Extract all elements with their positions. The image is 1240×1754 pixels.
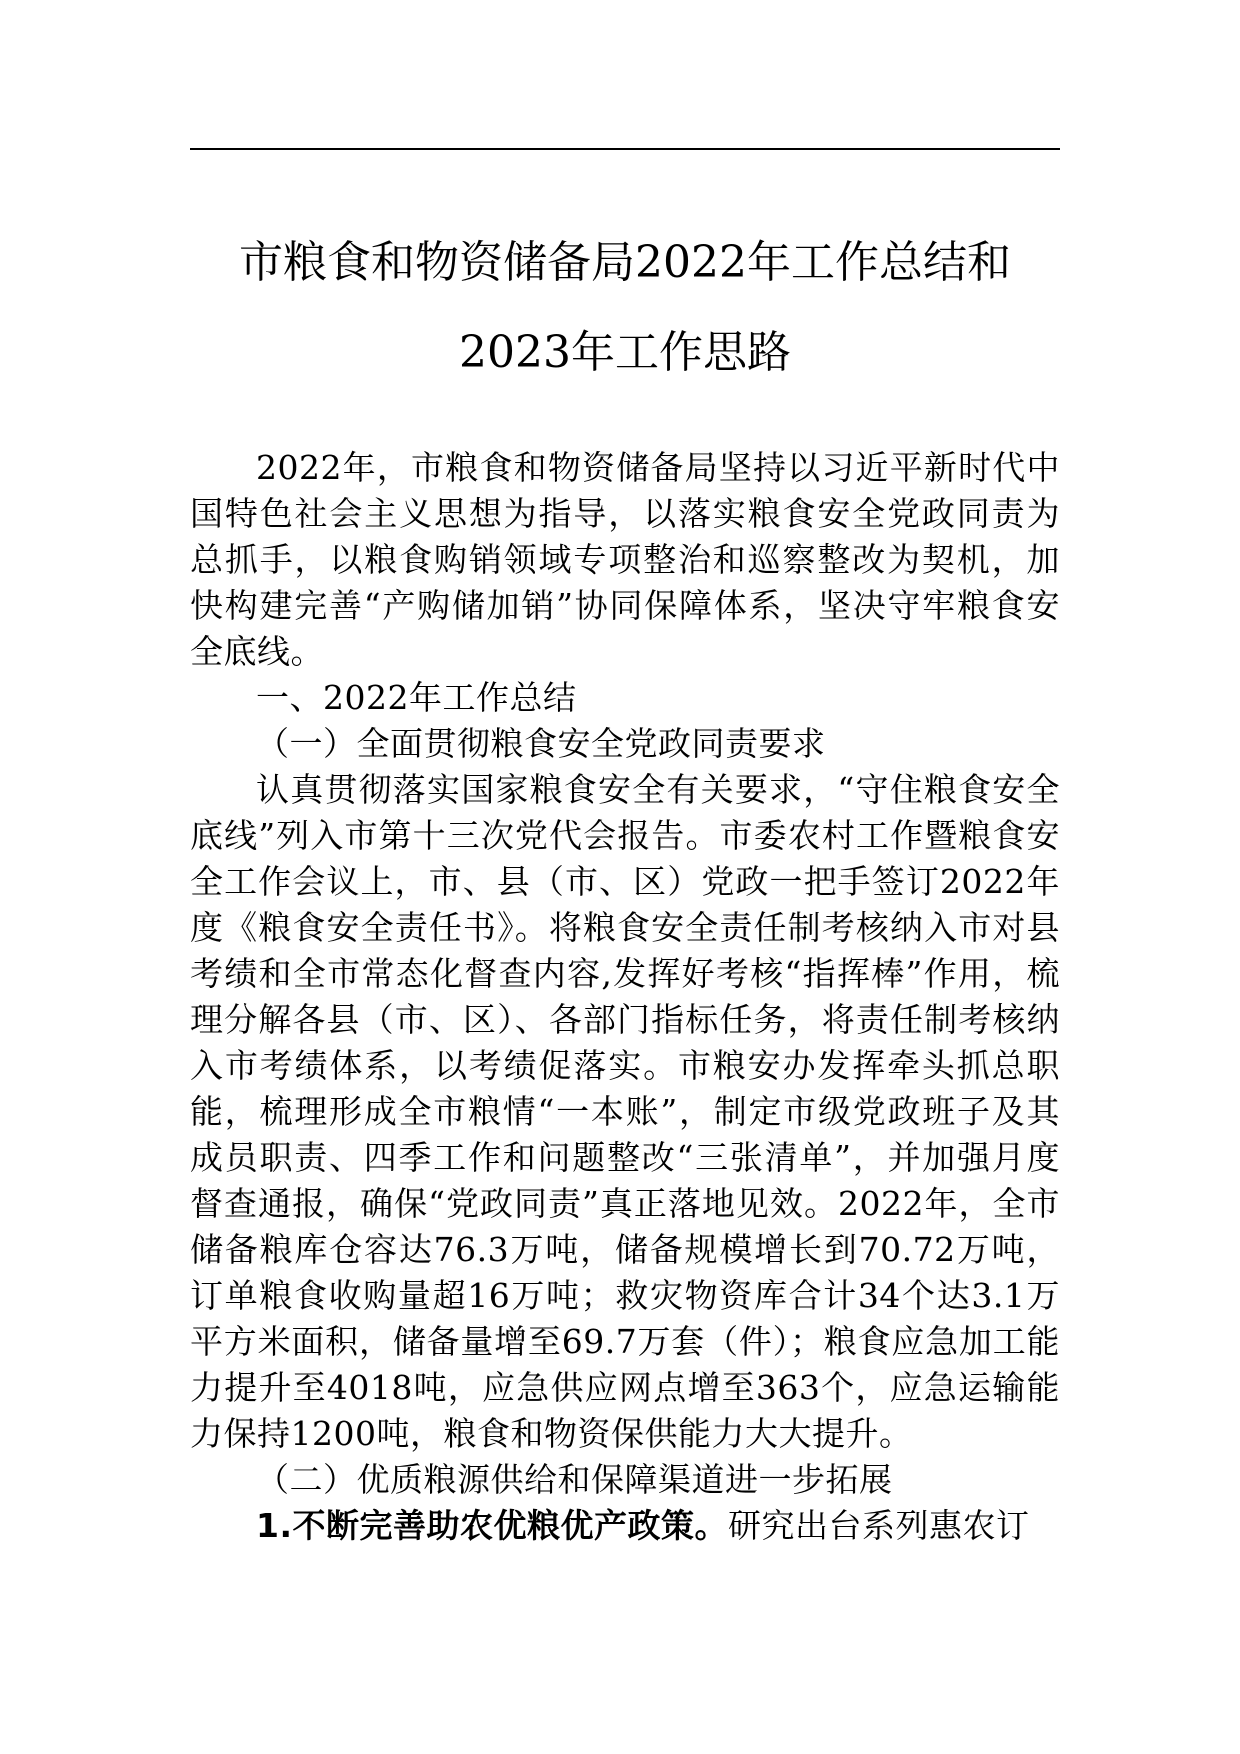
item-1-text: 研究出台系列惠农订 [728, 1506, 1030, 1545]
subsection-heading-1: （一）全面贯彻粮食安全党政同责要求 [256, 724, 826, 763]
document-title-line-1: 市粮食和物资储备局2022年工作总结和 [239, 237, 1011, 288]
subsection-1-paragraph: 认真贯彻落实国家粮食安全有关要求，“守住粮食安全底线”列入市第十三次党代会报告。市委农村工作暨粮食安全工作会议上，市、县（市、区）党政一把手签订2022年度《粮食安全责任书》。将粮食安全责任制考核纳入市对县考绩和全市常态化督查内容,发挥好考核“指挥棒”作用，梳理分解各县（市、区）、各部门指标任务，将责任制考核纳入市考绩体系，以考绩促落实。市粮安办发挥牵头抓总职能，梳理形成全市粮情“一本账”，制定市级党政班子及其成员职责、四季工作和问题整改“三张清单”，并加强月度督查通报，确保“党政同责”真正落地见效。2022年，全市储备粮库仓容达76.3万吨，储备规模增长到70.72万吨，订单粮食收购量超16万吨；救灾物资库合计34个达3.1万平方米面积，储备量增至69.7万套（件）；粮食应急加工能力提升至4018吨，应急供应网点增至363个，应急运输能力保持1200吨，粮食和物资保供能力大大提升。 [190, 770, 1060, 1453]
header-rule [190, 148, 1060, 150]
item-1-lead: 1.不断完善助农优粮优产政策。 [256, 1506, 728, 1545]
document-body [190, 445, 1060, 1549]
subsection-heading-2: （二）优质粮源供给和保障渠道进一步拓展 [256, 1460, 893, 1499]
document-title-line-2: 2023年工作思路 [459, 327, 791, 378]
item-1-paragraph [190, 1503, 1060, 1549]
intro-paragraph: 2022年，市粮食和物资储备局坚持以习近平新时代中国特色社会主义思想为指导，以落实粮食安全党政同责为总抓手，以粮食购销领域专项整治和巡察整改为契机，加快构建完善“产购储加销”协同保障体系，坚决守牢粮食安全底线。 [190, 448, 1060, 671]
section-heading-1: 一、2022年工作总结 [256, 678, 577, 717]
